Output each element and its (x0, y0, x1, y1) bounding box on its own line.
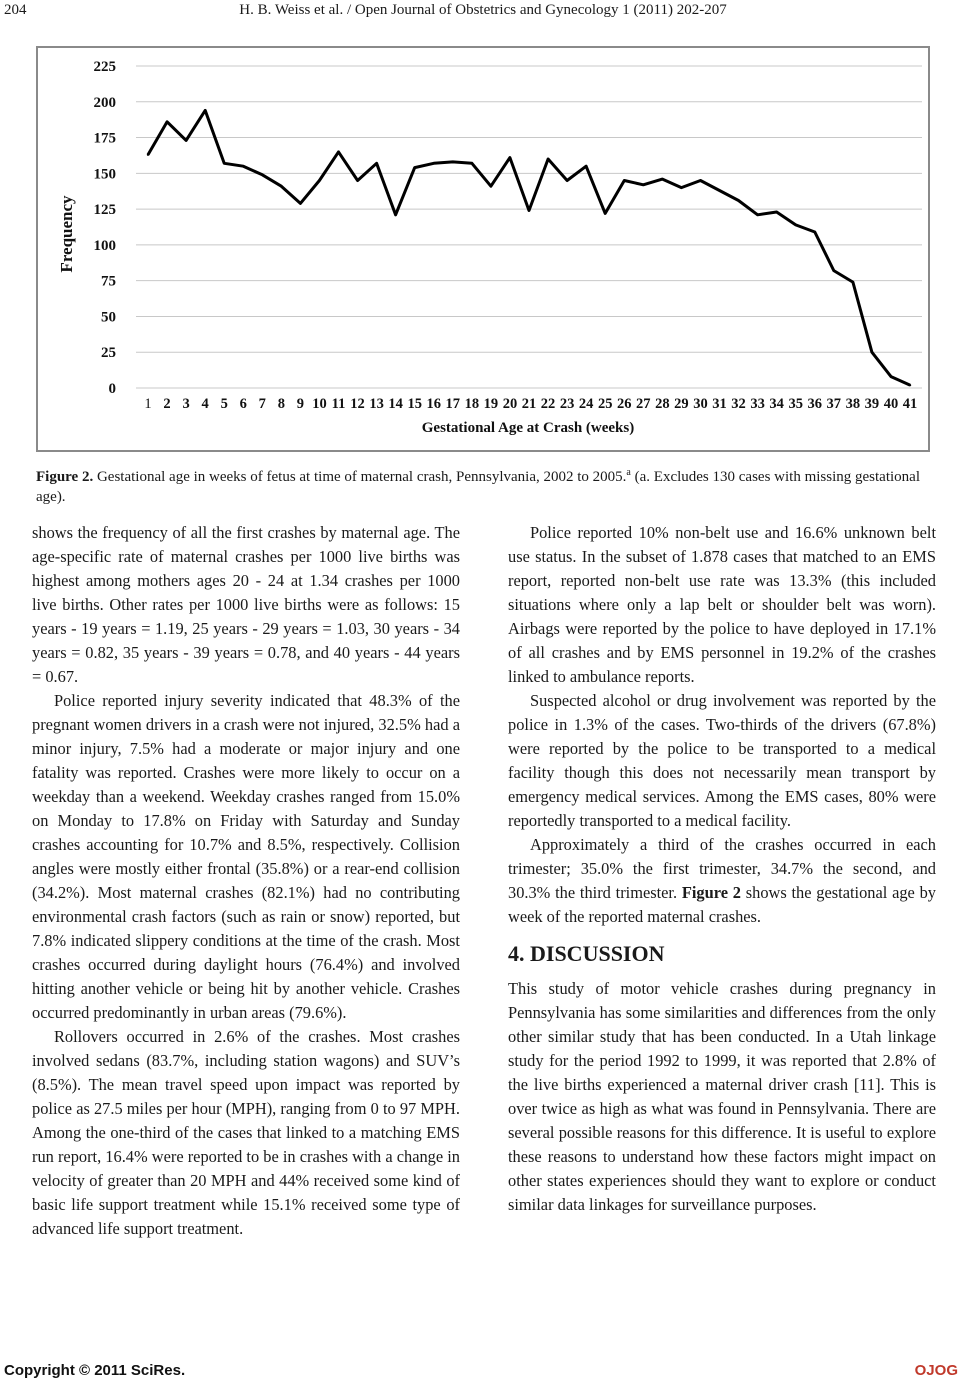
y-tick-label: 75 (101, 273, 116, 290)
paragraph: Police reported 10% non-belt use and 16.6% unknown belt use status. In the subset of 1.878 cases that matched to an EMS report, reported non-belt use rate was 13.3% (this included situations where only a lap belt or shoulder belt was worn). Airbags were reported by the police to have deployed in 17.1% of all crashes and by EMS personnel in 19.2% of the crashes linked to ambulance reports. (508, 523, 936, 686)
data-point (375, 162, 377, 164)
data-point (833, 269, 835, 271)
data-point (871, 351, 873, 353)
x-tick-label: 28 (655, 396, 670, 412)
data-point (661, 178, 663, 180)
figure-2-chart (36, 46, 930, 452)
data-point (356, 179, 358, 181)
x-tick-label: 7 (258, 396, 266, 412)
x-tick-label: 19 (483, 396, 499, 412)
data-point (623, 179, 625, 181)
y-tick-label: 225 (93, 59, 116, 75)
data-point (280, 185, 282, 187)
data-point (890, 375, 892, 377)
x-tick-label: 40 (883, 396, 899, 412)
x-tick-label: 23 (559, 396, 575, 412)
y-tick-label: 25 (101, 345, 116, 362)
x-tick-label: 6 (239, 396, 247, 412)
x-tick-label: 14 (388, 396, 403, 412)
data-point (299, 202, 301, 204)
x-tick-label: 41 (902, 396, 918, 412)
x-tick-label: 1 (144, 396, 152, 412)
x-tick-label: 27 (636, 396, 651, 412)
data-point (680, 186, 682, 188)
x-tick-label: 11 (331, 396, 346, 412)
x-tick-label: 35 (788, 396, 803, 412)
data-point (185, 139, 187, 141)
line-chart (38, 48, 928, 450)
right-column (508, 521, 936, 1217)
page-header (0, 0, 966, 24)
data-point (452, 161, 454, 163)
running-title: H. B. Weiss et al. / Open Journal of Obstetrics and Gynecology 1 (2011) 202-207 (239, 2, 727, 18)
x-tick-label: 5 (220, 396, 228, 412)
x-tick-label: 26 (617, 396, 632, 412)
data-point (604, 212, 606, 214)
paragraph (508, 833, 936, 929)
x-tick-label: 30 (693, 396, 708, 412)
figure-reference: Figure 2 (681, 883, 741, 902)
data-point (242, 165, 244, 167)
data-point (775, 211, 777, 213)
data-point (528, 209, 530, 211)
x-tick-label: 13 (369, 396, 384, 412)
x-tick-label: 31 (712, 396, 727, 412)
data-point (223, 162, 225, 164)
x-tick-label: 24 (578, 396, 594, 412)
x-tick-label: 4 (201, 396, 209, 412)
caption-label: Figure 2. (36, 469, 94, 485)
x-axis-label: Gestational Age at Crash (weeks) (421, 420, 635, 436)
x-tick-label: 17 (445, 396, 461, 412)
series-line (148, 110, 910, 385)
data-point (318, 179, 320, 181)
x-tick-label: 21 (521, 396, 537, 412)
data-point (756, 214, 758, 216)
x-tick-label: 33 (750, 396, 765, 412)
x-tick-label: 39 (864, 396, 880, 412)
data-point (414, 166, 416, 168)
data-point (585, 165, 587, 167)
figure-caption (36, 463, 932, 507)
x-tick-label: 34 (769, 396, 784, 412)
data-point (147, 154, 149, 156)
x-tick-label: 37 (826, 396, 842, 412)
data-point (166, 121, 168, 123)
data-point (337, 151, 339, 153)
x-tick-label: 36 (807, 396, 822, 412)
x-tick-label: 9 (296, 396, 305, 412)
y-axis-label: Frequency (57, 195, 76, 273)
caption-text: Gestational age in weeks of fetus at time of maternal crash, Pennsylvania, 2002 to 2005. (93, 469, 627, 485)
x-tick-label: 10 (312, 396, 327, 412)
paragraph: shows the frequency of all the first crashes by maternal age. The age-specific rate of maternal crashes per 1000 live births was highest among mothers ages 20 - 24 at 1.34 crashes per 1000 live births. Other rates per 1000 live births were as follows: 15 years - 19 years = 1.19, 25 years - 29 years = 1.03, 30 years - 34 years = 0.82, 35 years - 39 years = 0.78, and 40 years - 44 years = 0.67. (32, 523, 460, 686)
x-tick-label: 29 (674, 396, 689, 412)
data-point (699, 179, 701, 181)
y-tick-label: 100 (93, 237, 116, 254)
y-tick-label: 0 (108, 381, 116, 397)
paragraph-text: Approximately a third of the crashes occurred in each trimester; 35.0% the first trimester, 34.7% the second, and 30.3% the third trimester. (508, 835, 936, 902)
x-tick-label: 18 (464, 396, 480, 412)
data-point (909, 384, 911, 386)
data-point (509, 156, 511, 158)
paragraph: Police reported injury severity indicated that 48.3% of the pregnant women drivers in a crash were not injured, 32.5% had a minor injury, 7.5% had a moderate or major injury and one fatality was reported. Crashes were more likely to occur on a weekday than a weekend. Weekday crashes ranged from 15.0% on Monday to 17.8% on Friday with Saturday and Sunday crashes accounting for 10.7% and 8.5%, respectively. Collision angles were mostly either frontal (35.8%) or a rear-end collision (34.2%). Most maternal crashes (82.1%) had no contributing environmental crash factors (such as rain or snow) reported, but 7.8% indicated slippery conditions at the time of the crash. Most crashes occurred during daylight hours (76.4%) and involved hitting another vehicle or being hit by another vehicle. Crashes occurred predominantly in urban areas (79.6%). (32, 691, 460, 1022)
x-tick-label: 8 (277, 396, 285, 412)
x-tick-label: 32 (731, 396, 746, 412)
data-point (852, 281, 854, 283)
x-tick-label: 25 (597, 396, 613, 412)
data-point (490, 185, 492, 187)
caption-footnote-mark: a (626, 467, 631, 478)
left-column (32, 521, 460, 1241)
data-point (471, 162, 473, 164)
caption-note: (a. Excludes 130 cases with missing gestational age). (36, 469, 920, 505)
y-tick-label: 125 (93, 202, 116, 219)
data-point (204, 109, 206, 111)
page-number: 204 (4, 2, 27, 18)
paragraph-text: shows the gestational age by week of the reported maternal crashes. (508, 883, 936, 926)
y-tick-label: 50 (101, 309, 116, 326)
data-point (814, 231, 816, 233)
section-heading: 4. DISCUSSION (508, 941, 665, 966)
data-point (642, 184, 644, 186)
data-point (737, 199, 739, 201)
page-footer (0, 1362, 966, 1384)
paragraph: This study of motor vehicle crashes during pregnancy in Pennsylvania has some similarities and differences from the only other similar study that has been conducted. In a Utah linkage study for the period 1992 to 1999, it was reported that 2.8% of the live births experienced a maternal driver crash [11]. This is over twice as high as what was found in Pennsylvania. There are several possible reasons for this difference. It is useful to explore these reasons to understand how these factors might impact on other states experiences should they want to explore or conduct similar data linkages for surveillance purposes. (508, 979, 936, 1214)
data-point (566, 179, 568, 181)
x-tick-label: 15 (407, 396, 422, 412)
y-tick-label: 175 (93, 130, 116, 147)
data-point (547, 158, 549, 160)
x-tick-label: 2 (163, 396, 171, 412)
x-tick-label: 20 (502, 396, 518, 412)
copyright-notice: Copyright © 2011 SciRes. (4, 1362, 186, 1379)
paragraph: Suspected alcohol or drug involvement was reported by the police in 1.3% of the cases. Two-thirds of the drivers (67.8%) were reported by the police to be transported to a medical facility though this does not necessarily mean transport by emergency medical services. Among the EMS cases, 80% were reportedly transported to a medical facility. (508, 691, 936, 830)
data-point (718, 189, 720, 191)
y-tick-label: 150 (93, 166, 116, 183)
x-tick-label: 3 (182, 396, 190, 412)
data-point (261, 174, 263, 176)
data-point (394, 214, 396, 216)
data-point (433, 162, 435, 164)
x-tick-label: 38 (845, 396, 861, 412)
paragraph: Rollovers occurred in 2.6% of the crashes. Most crashes involved sedans (83.7%, including station wagons) and SUV’s (8.5%). The mean travel speed upon impact was reported by police as 27.5 miles per hour (MPH), ranging from 0 to 97 MPH. Among the one-third of the cases that linked to a matching EMS run report, 16.4% were reported to be in crashes with a change in velocity of greater than 20 MPH and 44% received some kind of basic life support treatment while 15.1% received some type of advanced life support treatment. (32, 1027, 460, 1238)
x-tick-label: 16 (426, 396, 441, 412)
journal-abbreviation: OJOG (914, 1362, 958, 1379)
x-tick-label: 22 (540, 396, 556, 412)
x-tick-label: 12 (350, 396, 365, 412)
y-tick-label: 200 (93, 94, 116, 111)
data-point (795, 224, 797, 226)
